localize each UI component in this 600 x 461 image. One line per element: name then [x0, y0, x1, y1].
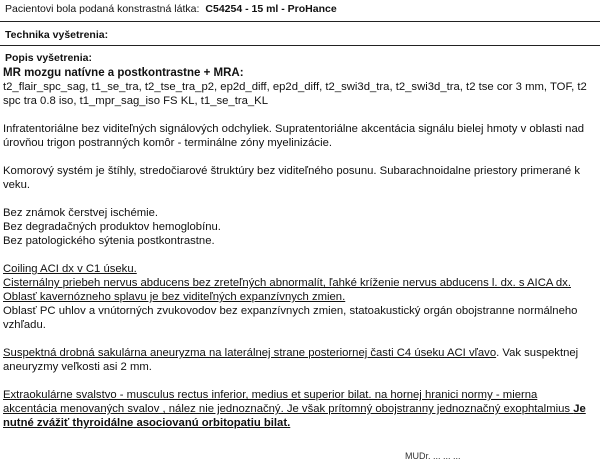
- aneurysm-paragraph: [3, 346, 593, 374]
- contrast-label: Pacientovi bola podaná konstrastná látka:: [5, 3, 200, 15]
- no-ischemia-line: Bez známok čerstvej ischémie.: [3, 207, 159, 219]
- contrast-row: [5, 3, 337, 15]
- cisternal-paragraph: Cisternálny priebeh nervus abducens bez zreteľných abnormalít, ľahké kríženie nervus abducens l. dx. s AICA dx. Oblasť kavernózneho splavu je bez viditeľných expanzívnych zmien.: [3, 277, 571, 303]
- infratentorial-paragraph: Infratentoriálne bez viditeľných signálových odchyliek. Supratentoriálne akcentácia signálu bielej hmoty v oblasti nad úrovňou trigon postranných komôr - terminálne zóny myelinizácie.: [3, 123, 585, 149]
- aneurysm-underlined: Suspektná drobná sakulárna aneuryzma na laterálnej strane posteriornej časti C4 úseku ACI vľavo: [3, 347, 497, 359]
- coiling-line: Coiling ACI dx v C1 úseku.: [3, 263, 137, 275]
- mr-title: MR mozgu natívne a postkontrastne + MRA:: [3, 67, 244, 79]
- aneurysm-rest: . Vak suspektnej aneuryzmy veľkosti asi 2 mm.: [3, 347, 579, 373]
- no-enhancement-line: Bez patologického sýtenia postkontrastne.: [3, 235, 215, 247]
- popis-heading: Popis vyšetrenia:: [5, 52, 92, 64]
- divider-middle: [0, 45, 600, 46]
- pc-angle-paragraph: Oblasť PC uhlov a vnútorných zvukovodov bez expanzívnych zmien, statoakustický orgán obojstranne normálneho vzhľadu.: [3, 305, 578, 331]
- ventricles-paragraph: Komorový systém je štíhly, stredočiarové štruktúry bez viditeľného posunu. Subarachnoidalne priestory primerané k veku.: [3, 165, 580, 191]
- extraocular-conclusion: Je nutné zvážiť thyroidálne asociovanú orbitopatiu bilat.: [3, 403, 586, 429]
- report-body: [3, 66, 593, 430]
- contrast-value: C54254 - 15 ml - ProHance: [205, 3, 337, 15]
- no-hemoglobin-line: Bez degradačných produktov hemoglobínu.: [3, 221, 221, 233]
- sequence-list: t2_flair_spc_sag, t1_se_tra, t2_tse_tra_p2, ep2d_diff, ep2d_diff, t2_swi3d_tra, t2_swi3d_tra, t2 tse cor 3 mm, TOF, t2 spc tra 0.8 iso, t1_mpr_sag_iso FS KL, t1_se_tra_KL: [3, 81, 587, 107]
- extraocular-paragraph: [3, 388, 593, 430]
- technika-heading: Technika vyšetrenia:: [5, 29, 109, 41]
- divider-top: [0, 21, 600, 22]
- signature-line: MUDr. ... ... ...: [405, 451, 461, 461]
- extraocular-underlined: Extraokulárne svalstvo - musculus rectus inferior, medius et superior bilat. na hornej hranici normy - mierna akcentácia menovaných svalov , nález nie jednoznačný. Je však prítomný obojstranny jednoznačný exophtalmius: [3, 389, 574, 415]
